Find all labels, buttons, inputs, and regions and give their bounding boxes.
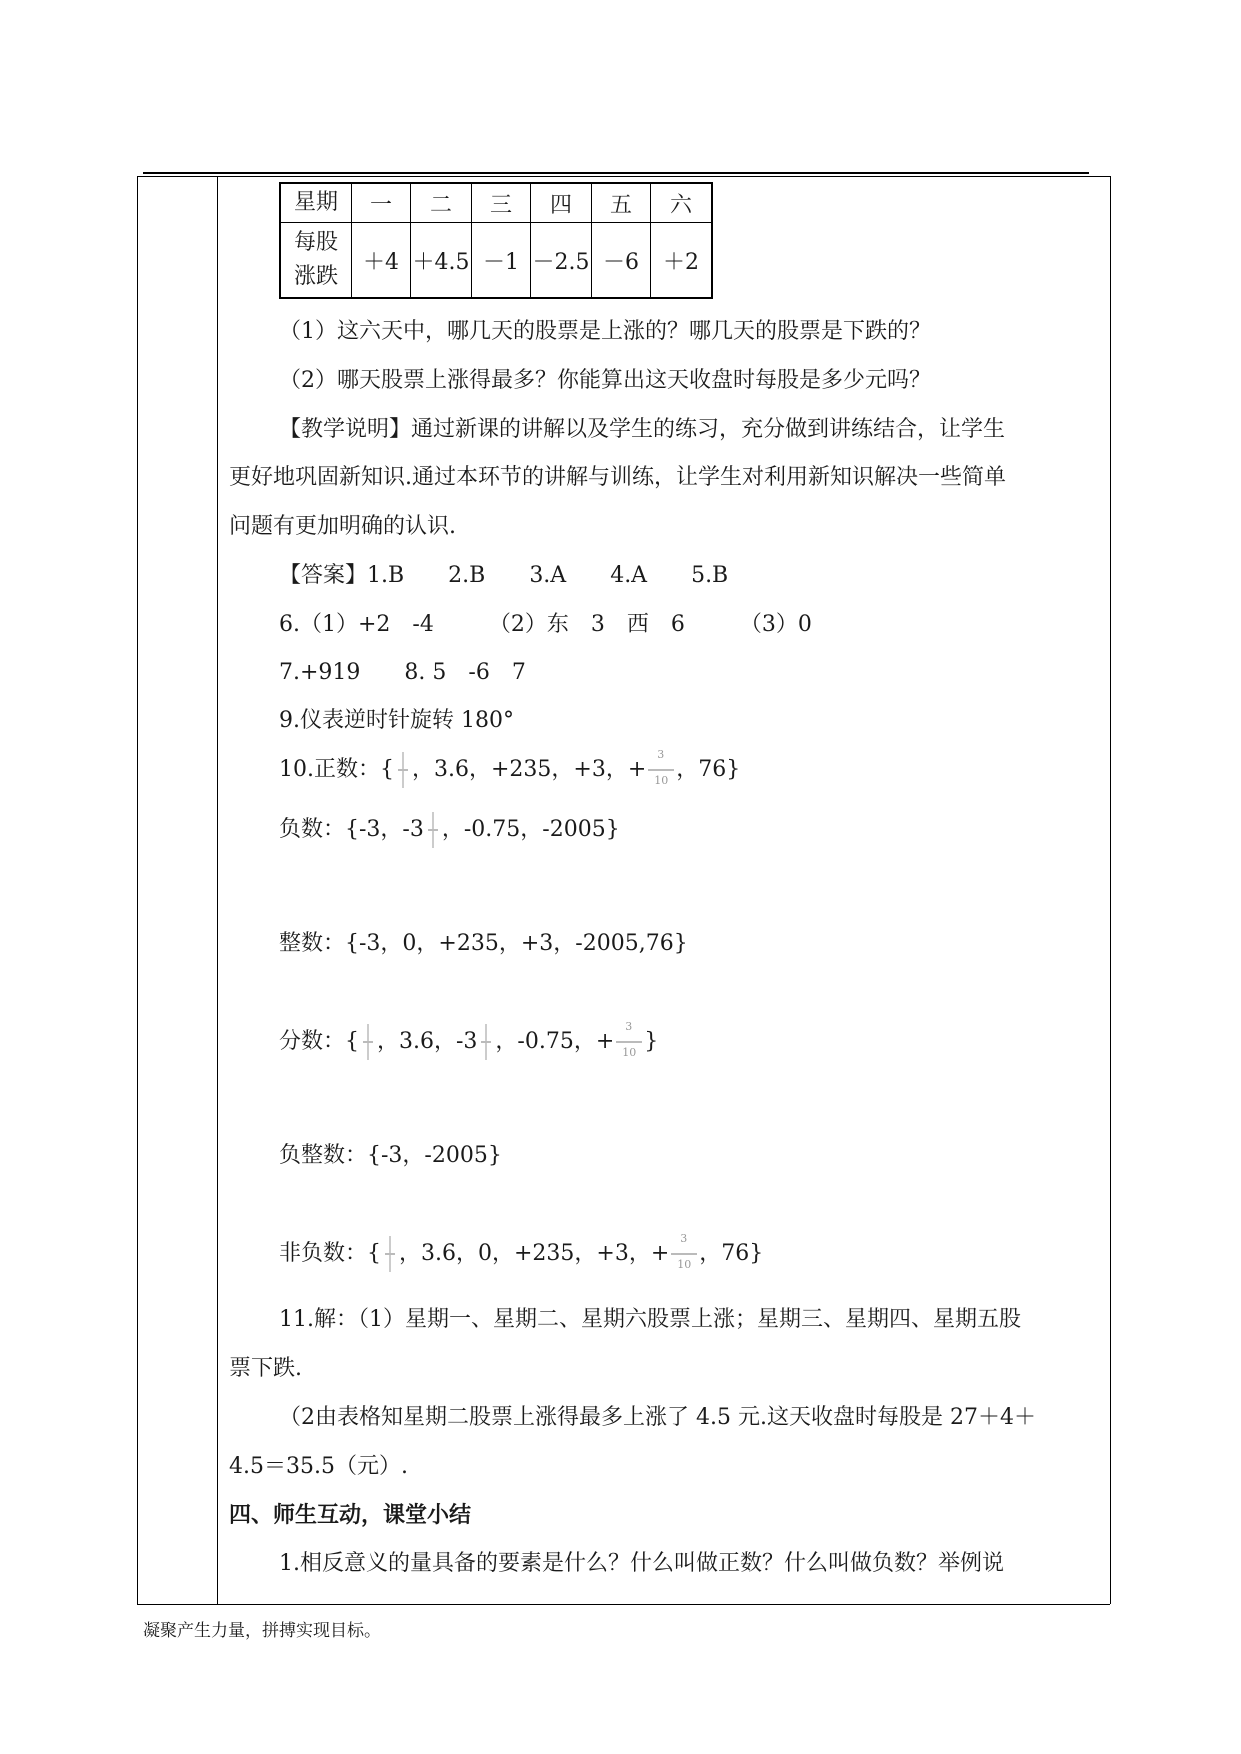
- blurred-fraction: [426, 810, 440, 850]
- fraction: $\frac{3}{10}$: [671, 1232, 697, 1276]
- answer-line: 9.仪表逆时针旋转 180°: [279, 708, 514, 733]
- table-frame-right: [1110, 176, 1111, 1604]
- teaching-note-line: 问题有更加明确的认识.: [229, 514, 456, 539]
- answer-11-line: 11.解：（1）星期一、星期二、星期六股票上涨；星期三、星期四、星期五股: [279, 1307, 1021, 1332]
- header-cell: 一: [352, 183, 411, 223]
- header-cell: 四: [531, 183, 592, 223]
- answer-non-negative: [279, 1232, 763, 1276]
- answer-fractions: [279, 1020, 658, 1064]
- table-value-row: [280, 223, 712, 299]
- teaching-note-line: 更好地巩固新知识.通过本环节的讲解与训练，让学生对利用新知识解决一些简单: [229, 465, 1006, 490]
- value-cell: －1: [472, 223, 531, 299]
- value-cell: ＋4.5: [411, 223, 472, 299]
- stock-change-table: [279, 182, 713, 299]
- answer-text: ，3.6，-3: [377, 1029, 478, 1054]
- answer-text: 非负数：{: [279, 1241, 381, 1266]
- answer-line: 7.+919 8. 5 -6 7: [279, 660, 526, 685]
- question-1: （1）这六天中，哪几天的股票是上涨的？哪几天的股票是下跌的？: [279, 319, 931, 344]
- blurred-fraction: [383, 1234, 397, 1274]
- answer-text: ，-0.75，-2005}: [441, 817, 620, 842]
- teaching-note-line: 【教学说明】通过新课的讲解以及学生的练习，充分做到讲练结合，让学生: [279, 417, 1006, 442]
- header-rule: [143, 172, 1089, 174]
- header-cell: 六: [651, 183, 713, 223]
- answer-text: ，-0.75，+: [495, 1029, 615, 1054]
- answer-11-line: （2由表格知星期二股票上涨得最多上涨了 4.5 元.这天收盘时每股是 27＋4＋: [279, 1405, 1036, 1430]
- answer-line: 【答案】1.B 2.B 3.A 4.A 5.B: [279, 563, 729, 588]
- question-2: （2）哪天股票上涨得最多？你能算出这天收盘时每股是多少元吗？: [279, 368, 931, 393]
- table-frame-left: [137, 176, 138, 1604]
- answer-text: }: [644, 1029, 659, 1054]
- answer-11-line: 票下跌.: [229, 1356, 302, 1381]
- answer-text: 10.正数：{: [279, 757, 394, 782]
- answer-line: 6.（1）+2 -4 （2）东 3 西 6 （3）0: [279, 612, 812, 637]
- value-cell: ＋2: [651, 223, 713, 299]
- answer-negative: [279, 810, 620, 850]
- value-cell: －6: [592, 223, 651, 299]
- row-label-line: 涨跌: [293, 264, 338, 289]
- answer-integers: 整数：{-3，0，+235，+3，-2005,76}: [279, 931, 688, 956]
- summary-line: 1.相反意义的量具备的要素是什么？什么叫做正数？什么叫做负数？举例说: [279, 1551, 1004, 1576]
- table-frame-bottom: [137, 1604, 1110, 1605]
- blurred-fraction: [479, 1022, 493, 1062]
- row-label: [280, 223, 352, 299]
- row-label-line: 每股: [293, 230, 338, 255]
- answer-positive: [279, 748, 740, 792]
- answer-text: 负数：{-3，-3: [279, 817, 424, 842]
- answer-text: 分数：{: [279, 1029, 359, 1054]
- answer-text: ，3.6，+235，+3，+: [412, 757, 647, 782]
- section-heading: 四、师生互动，课堂小结: [229, 1502, 472, 1528]
- table-header-row: [280, 183, 712, 223]
- value-cell: －2.5: [531, 223, 592, 299]
- header-cell: 三: [472, 183, 531, 223]
- header-cell: 五: [592, 183, 651, 223]
- header-cell: 星期: [280, 183, 352, 223]
- answer-negative-integers: 负整数：{-3，-2005}: [279, 1143, 502, 1168]
- header-cell: 二: [411, 183, 472, 223]
- answer-text: ，3.6，0，+235，+3，+: [399, 1241, 670, 1266]
- fraction: $\frac{3}{10}$: [648, 748, 674, 792]
- answer-11-line: 4.5＝35.5（元）.: [229, 1454, 408, 1479]
- answer-text: ，76}: [699, 1241, 764, 1266]
- fraction: $\frac{3}{10}$: [616, 1020, 642, 1064]
- answer-text: ，76}: [676, 757, 741, 782]
- table-frame-top: [137, 176, 1110, 177]
- blurred-fraction: [361, 1022, 375, 1062]
- blurred-fraction: [396, 750, 410, 790]
- value-cell: ＋4: [352, 223, 411, 299]
- table-frame-divider: [217, 176, 218, 1604]
- page-footer: 凝聚产生力量，拼搏实现目标。: [143, 1621, 381, 1641]
